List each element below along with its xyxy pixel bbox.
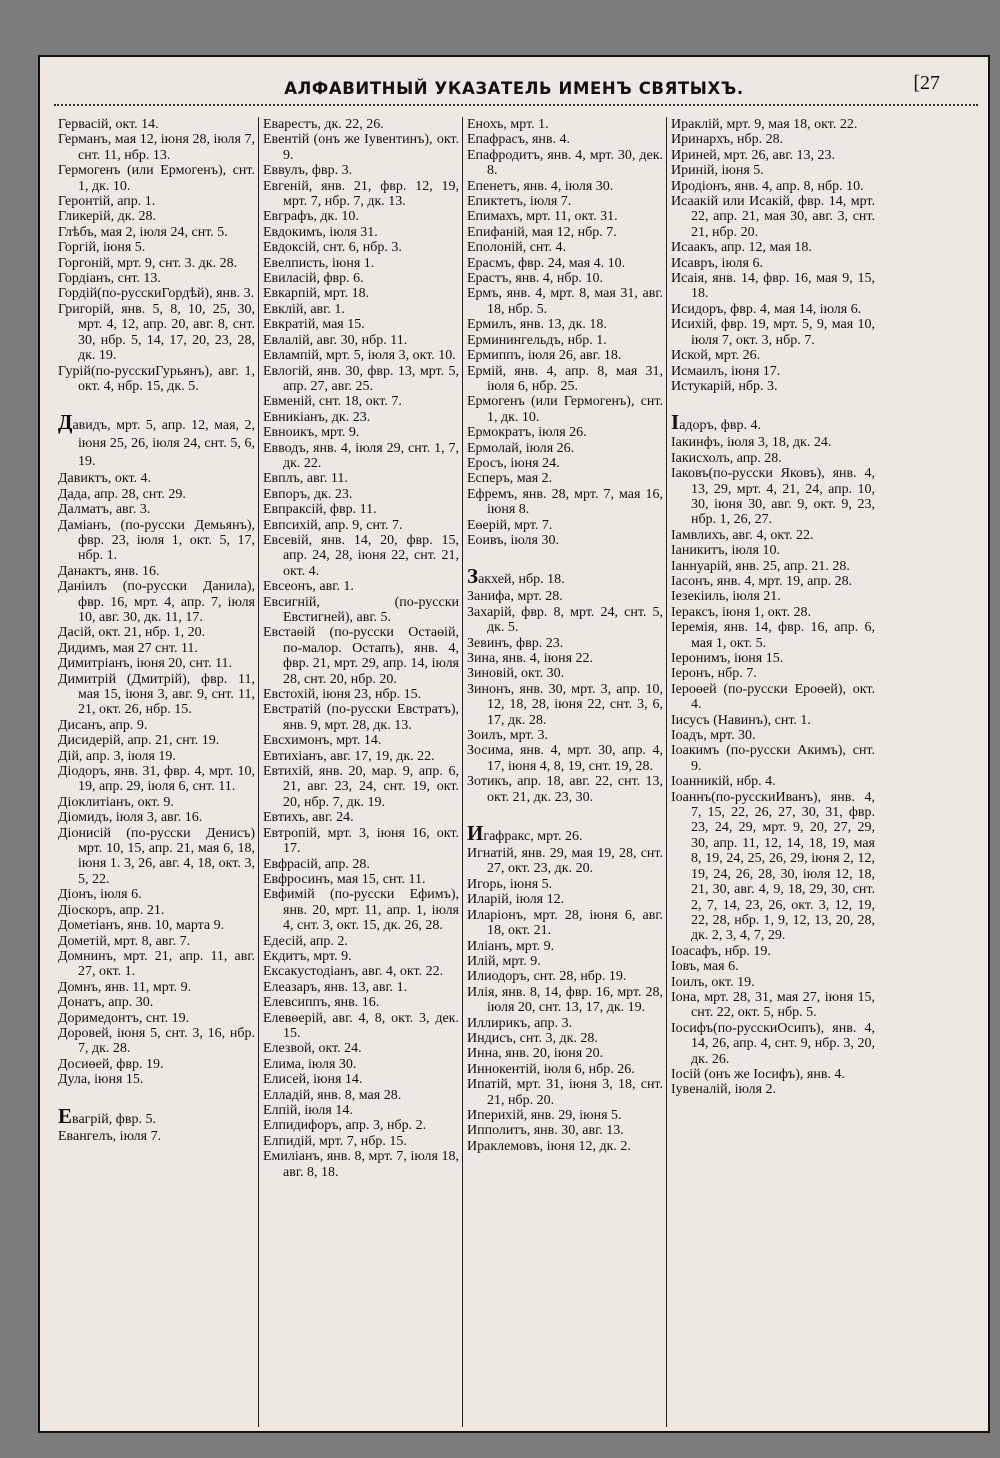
index-column-2	[258, 117, 462, 1427]
section-initial: З	[467, 564, 479, 589]
index-entry: Іоасафъ, нбр. 19.	[671, 943, 771, 959]
index-entry: Іоакимъ (по-русски Акимъ), снт. 9.	[671, 743, 875, 774]
index-entry: Игнатій, янв. 29, мая 19, 28, снт. 27, окт. 23, дк. 20.	[467, 846, 663, 877]
index-entry: Германъ, мая 12, іюня 28, іюля 7, снт. 11, нбр. 13.	[58, 132, 255, 163]
section-initial: Е	[58, 1103, 73, 1128]
index-page	[38, 55, 990, 1433]
index-entry: Гурій(по-русскиГурьянъ), авг. 1, окт. 4, нбр. 15, дк. 5.	[58, 363, 255, 394]
index-entry: Іоаннъ(по-русскиИванъ), янв. 4, 7, 15, 22, 26, 27, 30, 31, фвр. 23, 24, 29, мрт. 9, 20, 27, 29, 30, апр. 11, 12, 14, 18, 19, мая 8, 19, 24, 25, 26, 29, іюня 2, 12, 19, 24, 26, 28, 30, іюля 12, 18, 21, 30, авг. 4, 9, 18, 29, 30, снт. 2, 7, 14, 23, 26, окт. 3, 12, 19, 22, 28, нбр. 1, 9, 12, 13, 20, 28, дк. 2, 3, 4, 7, 29.	[671, 789, 875, 944]
index-entry: Зосима, янв. 4, мрт. 30, апр. 4, 17, іюня 4, 8, 19, снт. 19, 28.	[467, 743, 663, 774]
letter-section-entry	[467, 564, 663, 589]
index-entry: Евфимій (по-русски Ефимъ), янв. 20, мрт. 11, апр. 1, іюля 4, снт. 3, окт. 15, дк. 26, 28.	[263, 887, 459, 934]
index-entry: Ермократъ, іюля 26.	[467, 425, 587, 441]
index-entry: Евгеній, янв. 21, фвр. 12, 19, мрт. 7, нбр. 7, дк. 13.	[263, 178, 459, 210]
index-entry: Иларіонъ, мрт. 28, іюня 6, авг. 18, окт. 21.	[467, 907, 663, 939]
index-entry: Исаакій или Исакій, фвр. 14, мрт. 22, апр. 21, мая 30, авг. 3, снт. 21, нбр. 20.	[671, 194, 875, 240]
index-entry: Евкарпій, мрт. 18.	[263, 286, 370, 302]
index-entry: Іасонъ, янв. 4, мрт. 19, апр. 28.	[671, 573, 853, 589]
index-entry: Доримедонтъ, снт. 19.	[58, 1010, 190, 1026]
index-entry: Емиліанъ, янв. 8, мрт. 7, іюля 18, авг. 8, 18.	[263, 1149, 459, 1180]
index-entry: Евлогій, янв. 30, фвр. 13, мрт. 5, апр. 27, авг. 25.	[263, 363, 459, 394]
index-entry: Евстратій (по-русски Евстратъ), янв. 9, мрт. 28, дк. 13.	[263, 702, 459, 733]
index-entry: Іоанникій, нбр. 4.	[671, 774, 776, 790]
index-entry: Ексакустодіанъ, авг. 4, окт. 22.	[263, 964, 444, 980]
index-entry: Дада, апр. 28, снт. 29.	[58, 486, 186, 502]
index-entry: Епафрасъ, янв. 4.	[467, 132, 571, 148]
index-entry: Евлампій, мрт. 5, іюля 3, окт. 10.	[263, 348, 456, 364]
index-entry: Ефремъ, янв. 28, мрт. 7, мая 16, іюня 8.	[467, 486, 663, 518]
letter-gap	[671, 394, 875, 409]
index-entry: Іаникитъ, іюля 10.	[671, 543, 780, 559]
index-entry: Инна, янв. 20, іюня 20.	[467, 1046, 604, 1062]
index-entry: Іезекіиль, іюля 21.	[671, 589, 781, 605]
index-entry: Діомидъ, іюля 3, авг. 16.	[58, 810, 203, 826]
index-entry: Далматъ, авг. 3.	[58, 502, 151, 518]
index-entry: Игорь, іюня 5.	[467, 876, 553, 892]
index-entry: Евводъ, янв. 4, іюля 29, снт. 1, 7, дк. 22.	[263, 440, 459, 471]
index-entry: Іаковъ(по-русски Яковъ), янв. 4, 13, 29, мрт. 4, 21, 24, апр. 10, 30, іюня 30, авг. 9, окт. 9, 23, нбр. 1, 26, 27.	[671, 466, 875, 528]
index-entry: Ерминингельдъ, нбр. 1.	[467, 332, 607, 348]
index-entry: Евпоръ, дк. 23.	[263, 486, 353, 502]
index-column-4	[666, 117, 878, 1427]
index-entry: Іероѳей (по-русски Ероѳей), окт. 4.	[671, 681, 875, 713]
letter-section-entry	[671, 410, 875, 435]
index-entry: Дула, іюня 15.	[58, 1072, 144, 1088]
index-entry: Дасій, окт. 21, нбр. 1, 20.	[58, 625, 206, 641]
index-entry: Елпій, іюля 14.	[263, 1103, 353, 1118]
section-initial: І	[671, 410, 680, 435]
index-entry: Данактъ, янв. 16.	[58, 563, 160, 579]
index-entry: Ипполитъ, янв. 30, авг. 13.	[467, 1123, 624, 1139]
section-entry-text: вагрій, фвр. 5.	[72, 1111, 156, 1127]
index-entry: Епиктетъ, іюля 7.	[467, 194, 572, 210]
section-initial: Д	[58, 410, 73, 435]
index-entry: Илія, янв. 8, 14, фвр. 16, мрт. 28, іюля 20, снт. 13, 17, дк. 19.	[467, 984, 663, 1016]
letter-gap	[467, 805, 663, 820]
section-entry-text: авидъ, мрт. 5, апр. 12, мая, 2, іюня 25, 26, іюля 24, снт. 5, 6, 19.	[72, 418, 255, 470]
index-entry: Евклій, авг. 1.	[263, 301, 345, 317]
index-entry: Еѳерій, мрт. 7.	[467, 517, 553, 533]
index-entry: Домнинъ, мрт. 21, апр. 11, авг. 27, окт. 1.	[58, 948, 255, 980]
index-entry: Евсеонъ, авг. 1.	[263, 579, 354, 595]
index-entry: Илиодоръ, снт. 28, нбр. 19.	[467, 969, 627, 985]
index-entry: Евстохій, іюня 23, нбр. 15.	[263, 687, 422, 703]
index-entry: Ерасмъ, фвр. 24, мая 4. 10.	[467, 255, 626, 271]
section-entry-text: гафракс, мрт. 26.	[483, 829, 583, 845]
index-entry: Гордій(по-русскиГордѣй), янв. 3.	[58, 286, 255, 302]
index-entry: Діонисій (по-русски Денисъ) мрт. 10, 15, апр. 21, мая 6, 18, іюня 1. 3, 26, авг. 4, 18, окт. 3, 5, 22.	[58, 825, 255, 887]
index-entry: Ермилъ, янв. 13, дк. 18.	[467, 317, 607, 333]
index-entry: Іераксъ, іюня 1, окт. 28.	[671, 604, 811, 620]
index-entry: Евсхимонъ, мрт. 14.	[263, 733, 382, 749]
index-entry: Іувеналій, іюля 2.	[671, 1082, 777, 1098]
index-entry: Исидоръ, фвр. 4, мая 14, іюля 6.	[671, 301, 862, 317]
index-entry: Діоскоръ, апр. 21.	[58, 902, 165, 918]
index-entry: Занифа, мрт. 28.	[467, 589, 563, 605]
index-entry: Еросъ, іюня 24.	[467, 455, 560, 471]
index-entry: Домнъ, янв. 11, мрт. 9.	[58, 979, 192, 995]
letter-gap	[467, 548, 663, 563]
letter-section-entry	[467, 821, 663, 846]
index-entry: Дисанъ, апр. 9.	[58, 717, 148, 733]
index-entry: Діонъ, іюля 6.	[58, 887, 142, 903]
index-entry: Дометій, мрт. 8, авг. 7.	[58, 933, 191, 949]
index-entry: Елима, іюля 30.	[263, 1056, 357, 1072]
index-entry: Еввулъ, фвр. 3.	[263, 163, 353, 179]
index-entry: Даміанъ, (по-русски Демьянъ), фвр. 23, іюля 1, окт. 5, 17, нбр. 1.	[58, 517, 255, 564]
index-entry: Давиктъ, окт. 4.	[58, 471, 152, 487]
index-entry: Евпраксій, фвр. 11.	[263, 502, 377, 518]
index-entry: Ермогенъ (или Гермогенъ), снт. 1, дк. 10.	[467, 394, 663, 425]
index-entry: Евлалій, авг. 30, нбр. 11.	[263, 332, 408, 348]
index-entry: Іеронъ, нбр. 7.	[671, 666, 757, 682]
header-divider	[54, 104, 978, 114]
section-initial: И	[467, 821, 484, 846]
index-entry: Елеазаръ, янв. 13, авг. 1.	[263, 979, 408, 995]
index-entry: Иларій, іюля 12.	[467, 892, 565, 908]
index-entry: Іеронимъ, іюня 15.	[671, 651, 784, 666]
index-entry: Дисидерій, апр. 21, снт. 19.	[58, 733, 220, 749]
index-entry: Ермиппъ, іюля 26, авг. 18.	[467, 348, 622, 364]
index-entry: Епифаній, мая 12, нбр. 7.	[467, 224, 617, 240]
index-entry: Епенетъ, янв. 4, іюля 30.	[467, 178, 614, 194]
index-entry: Ипатій, мрт. 31, іюня 3, 18, снт. 21, нбр. 20.	[467, 1077, 663, 1108]
index-entry: Глѣбъ, мая 2, іюля 24, снт. 5.	[58, 224, 228, 240]
index-entry: Евкратій, мая 15.	[263, 317, 365, 333]
page-number: [27	[913, 72, 940, 94]
index-entry: Елпидифоръ, апр. 3, нбр. 2.	[263, 1118, 427, 1134]
index-entry: Евфрасій, апр. 28.	[263, 856, 370, 872]
index-entry: Евелписть, іюня 1.	[263, 255, 375, 271]
index-entry: Зотикъ, апр. 18, авг. 22, снт. 13, окт. 21, дк. 23, 30.	[467, 774, 663, 805]
index-entry: Дидимъ, мая 27 снт. 11.	[58, 640, 198, 656]
index-entry: Исаія, янв. 14, фвр. 16, мая 9, 15, 18.	[671, 271, 875, 302]
index-entry: Донатъ, апр. 30.	[58, 995, 154, 1011]
index-entry: Гордіанъ, снт. 13.	[58, 271, 161, 287]
index-entry: Гервасій, окт. 14.	[58, 117, 159, 132]
index-entry: Евтропій, мрт. 3, іюня 16, окт. 17.	[263, 825, 459, 857]
index-entry: Даніилъ (по-русски Данила), фвр. 16, мрт. 4, апр. 7, іюля 10, авг. 30, дк. 11, 17.	[58, 579, 255, 625]
index-entry: Иліанъ, мрт. 9.	[467, 938, 555, 954]
index-entry: Зевинъ, фвр. 23.	[467, 635, 564, 651]
index-entry: Иллирикъ, апр. 3.	[467, 1015, 573, 1031]
index-entry: Иродіонъ, янв. 4, апр. 8, нбр. 10.	[671, 178, 864, 194]
index-entry: Епимахъ, мрт. 11, окт. 31.	[467, 209, 618, 225]
letter-gap	[58, 394, 255, 409]
index-columns	[54, 117, 978, 1427]
index-entry: Евдоксій, снт. 6, нбр. 3.	[263, 240, 402, 256]
page-title: АЛФАВИТНЫЙ УКАЗАТЕЛЬ ИМЕНЪ СВЯТЫХЪ.	[284, 79, 744, 98]
index-entry: Исаакъ, апр. 12, мая 18.	[671, 240, 812, 256]
index-entry: Ермъ, янв. 4, мрт. 8, мая 31, авг. 18, нбр. 5.	[467, 286, 663, 317]
index-entry: Іисусъ (Навинъ), снт. 1.	[671, 712, 811, 728]
index-entry: Индисъ, снт. 3, дк. 28.	[467, 1030, 598, 1046]
index-entry: Гермогенъ (или Ермогенъ), снт. 1, дк. 10.	[58, 163, 255, 194]
index-column-1	[54, 117, 258, 1427]
index-entry: Енохъ, мрт. 1.	[467, 117, 549, 132]
index-entry: Іамвлихъ, авг. 4, окт. 22.	[671, 527, 814, 543]
index-entry: Евсигній, (по-русски Евстигней), авг. 5.	[263, 594, 459, 625]
index-entry: Еполоній, снт. 4.	[467, 240, 566, 256]
index-entry: Гликерій, дк. 28.	[58, 209, 156, 225]
index-entry: Іеремія, янв. 14, фвр. 16, апр. 6, мая 1, окт. 5.	[671, 620, 875, 651]
index-entry: Іосифъ(по-русскиОсипъ), янв. 4, 14, 26, апр. 4, снт. 9, нбр. 3, 20, дк. 26.	[671, 1020, 875, 1067]
index-entry: Евдокимъ, іюля 31.	[263, 224, 378, 240]
index-entry: Исавръ, іюля 6.	[671, 255, 763, 271]
index-entry: Евноикъ, мрт. 9.	[263, 425, 360, 441]
index-entry: Евфросинъ, мая 15, снт. 11.	[263, 871, 426, 887]
index-entry: Діодоръ, янв. 31, фвр. 4, мрт. 10, 19, апр. 29, іюля 6, снт. 11.	[58, 764, 255, 795]
index-entry: Димитрій (Дмитрій), фвр. 11, мая 15, іюня 3, авг. 9, снт. 11, 21, окт. 26, нбр. 15.	[58, 671, 255, 718]
index-entry: Захарій, фвр. 8, мрт. 24, снт. 5, дк. 5.	[467, 604, 663, 636]
index-entry: Ираклій, мрт. 9, мая 18, окт. 22.	[671, 117, 858, 132]
index-entry: Горгій, іюня 5.	[58, 240, 146, 256]
index-entry: Евграфъ, дк. 10.	[263, 209, 359, 225]
index-entry: Есперъ, мая 2.	[467, 471, 553, 487]
index-entry: Зиновій, окт. 30.	[467, 666, 565, 682]
index-entry: Доровей, іюня 5, снт. 3, 16, нбр. 7, дк. 28.	[58, 1025, 255, 1057]
index-column-3	[462, 117, 666, 1427]
index-entry: Зинонъ, янв. 30, мрт. 3, апр. 10, 12, 18, 28, іюня 22, снт. 3, 6, 17, дк. 28.	[467, 681, 663, 728]
index-entry: Исмаилъ, іюня 17.	[671, 363, 781, 379]
index-entry: Дометіанъ, янв. 10, марта 9.	[58, 918, 225, 934]
index-entry: Евиласій, фвр. 6.	[263, 271, 364, 287]
index-entry: Іаннуарій, янв. 25, апр. 21. 28.	[671, 558, 850, 574]
index-entry: Исихій, фвр. 19, мрт. 5, 9, мая 10, іюля 7, окт. 3, нбр. 7.	[671, 317, 875, 348]
index-entry: Евтихій, янв. 20, мар. 9, апр. 6, 21, авг. 23, 24, снт. 19, окт. 20, нбр. 7, дк. 19.	[263, 764, 459, 810]
index-entry: Іовъ, мая 6.	[671, 959, 739, 975]
index-entry: Зина, янв. 4, іюня 22.	[467, 651, 594, 666]
index-entry: Елевѳерій, авг. 4, 8, окт. 3, дек. 15.	[263, 1010, 459, 1041]
index-entry: Димитріанъ, іюня 20, снт. 11.	[58, 656, 233, 672]
index-entry: Елисей, іюня 14.	[263, 1072, 363, 1088]
index-entry: Евстаѳій (по-русски Остаѳій, по-малор. Остапъ), янв. 4, фвр. 21, мрт. 29, апр. 14, іюля 28, снт. 20, нбр. 20.	[263, 625, 459, 687]
index-entry: Григорій, янв. 5, 8, 10, 25, 30, мрт. 4, 12, апр. 20, авг. 8, снт. 30, нбр. 5, 14, 17, 20, 23, 28, дк. 19.	[58, 301, 255, 364]
index-entry: Іакинфъ, іюля 3, 18, дк. 24.	[671, 435, 832, 451]
index-entry: Истукарій, нбр. 3.	[671, 378, 778, 394]
index-entry: Ираклемовъ, іюня 12, дк. 2.	[467, 1138, 631, 1154]
index-entry: Евникіанъ, дк. 23.	[263, 409, 371, 425]
index-entry: Елладій, янв. 8, мая 28.	[263, 1087, 402, 1103]
index-entry: Ириней, мрт. 26, авг. 13, 23.	[671, 147, 836, 163]
index-entry: Іона, мрт. 28, 31, мая 27, іюня 15, снт. 22, окт. 5, нбр. 5.	[671, 989, 875, 1021]
index-entry: Екдитъ, мрт. 9.	[263, 948, 352, 964]
index-entry: Евангелъ, іюля 7.	[58, 1128, 162, 1144]
index-entry: Евсевій, янв. 14, 20, фвр. 15, апр. 24, 28, іюня 22, снт. 21, окт. 4.	[263, 532, 459, 579]
index-entry: Ерастъ, янв. 4, нбр. 10.	[467, 271, 603, 287]
section-entry-text: адоръ, фвр. 4.	[679, 418, 761, 434]
index-entry: Елезвой, окт. 24.	[263, 1041, 362, 1057]
index-entry: Ермій, янв. 4, апр. 8, мая 31, іюля 6, нбр. 25.	[467, 363, 663, 394]
index-entry: Діоклитіанъ, окт. 9.	[58, 794, 174, 810]
index-entry: Ермолай, іюля 26.	[467, 440, 575, 456]
index-entry: Иннокентій, іюля 6, нбр. 26.	[467, 1061, 635, 1077]
index-entry: Елпидій, мрт. 7, нбр. 15.	[263, 1133, 407, 1149]
index-entry: Еоивъ, іюля 30.	[467, 532, 559, 548]
index-entry: Іоадъ, мрт. 30.	[671, 728, 756, 744]
index-entry: Иперихій, янв. 29, іюня 5.	[467, 1107, 622, 1123]
index-entry: Зоилъ, мрт. 3.	[467, 728, 548, 744]
index-entry: Геронтій, апр. 1.	[58, 194, 156, 210]
index-entry: Дій, апр. 3, іюля 19.	[58, 748, 176, 764]
letter-gap	[58, 1088, 255, 1103]
letter-section-entry	[58, 410, 255, 471]
letter-section-entry	[58, 1103, 255, 1129]
index-entry: Иской, мрт. 26.	[671, 348, 761, 364]
index-entry: Евпсихій, апр. 9, снт. 7.	[263, 517, 403, 533]
index-entry: Илій, мрт. 9.	[467, 953, 541, 969]
index-entry: Іосій (онъ же Іосифъ), янв. 4.	[671, 1066, 845, 1082]
index-entry: Елевсиппъ, янв. 16.	[263, 995, 380, 1011]
index-entry: Іакисхолъ, апр. 28.	[671, 450, 782, 466]
index-entry: Еварестъ, дк. 22, 26.	[263, 117, 384, 132]
index-entry: Досиѳей, фвр. 19.	[58, 1056, 164, 1072]
page-header	[40, 57, 988, 103]
index-entry: Евменій, снт. 18, окт. 7.	[263, 394, 402, 410]
index-entry: Епафродитъ, янв. 4, мрт. 30, дек. 8.	[467, 147, 663, 179]
index-entry: Евплъ, авг. 11.	[263, 471, 348, 487]
index-entry: Евентій (онъ же Іувентинъ), окт. 9.	[263, 132, 459, 163]
index-entry: Іоилъ, окт. 19.	[671, 974, 755, 990]
index-entry: Евтихіанъ, авг. 17, 19, дк. 22.	[263, 748, 435, 764]
section-entry-text: акхей, нбр. 18.	[478, 572, 565, 588]
index-entry: Едесій, апр. 2.	[263, 933, 348, 949]
index-entry: Иринархъ, нбр. 28.	[671, 132, 784, 148]
index-entry: Ириній, іюня 5.	[671, 163, 764, 179]
index-entry: Горгоній, мрт. 9, снт. 3. дк. 28.	[58, 255, 238, 271]
index-entry: Евтихъ, авг. 24.	[263, 810, 354, 826]
